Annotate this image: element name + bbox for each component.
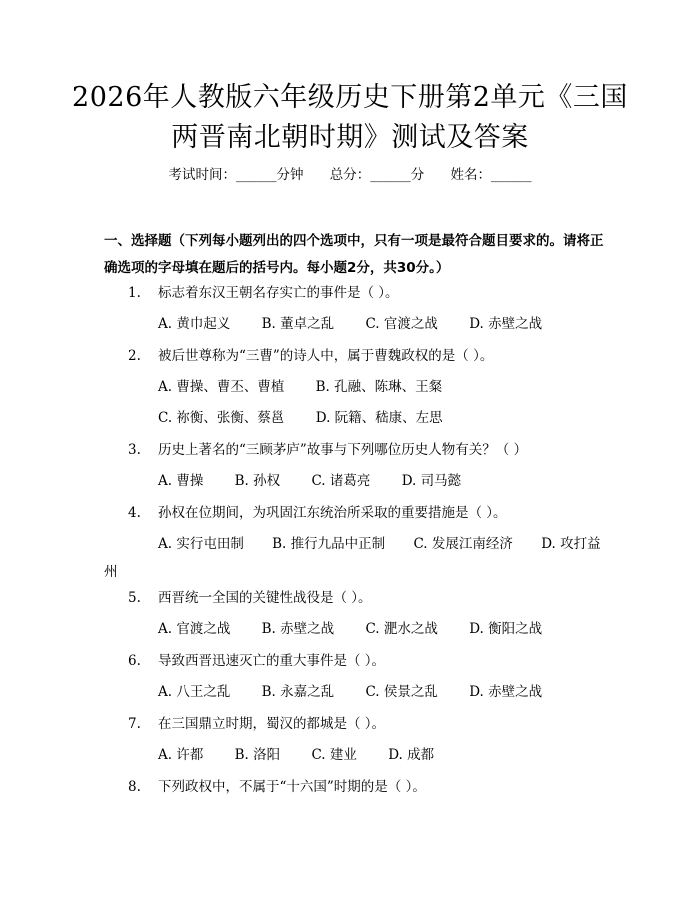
- question-stem: 孙权在位期间，为巩固江东统治所采取的重要措施是（ ）。: [158, 505, 507, 521]
- question-number: 2.: [128, 348, 141, 364]
- question-stem: 西晋统一全国的关键性战役是（ ）。: [158, 590, 372, 606]
- total-score-field: 总分：______分: [329, 167, 425, 183]
- question-stem: 历史上著名的“三顾茅庐”故事与下列哪位历史人物有关？（ ）: [158, 442, 528, 458]
- option-d: D. 赤壁之战: [469, 316, 543, 332]
- option-a: A. 官渡之战: [158, 621, 231, 637]
- option-a: A. 曹操、曹丕、曹植: [158, 379, 285, 395]
- question-stem: 导致西晋迅速灭亡的重大事件是（ ）。: [158, 653, 386, 669]
- option-a: A. 八王之乱: [158, 684, 231, 700]
- exam-time-field: 考试时间：______分钟: [168, 167, 304, 183]
- option-a: A. 实行屯田制: [158, 536, 244, 552]
- question-number: 4.: [128, 505, 141, 521]
- option-b: B. 赤壁之战: [261, 621, 335, 637]
- option-c: C. 侯景之乱: [365, 684, 438, 700]
- question-3-options: [158, 471, 630, 491]
- question-number: 3.: [128, 442, 141, 458]
- question-6-options: [158, 682, 630, 702]
- option-c: C. 官渡之战: [365, 316, 438, 332]
- option-b: B. 董卓之乱: [261, 316, 335, 332]
- question-stem: 下列政权中，不属于“十六国”时期的是（ ）。: [158, 779, 426, 795]
- question-number: 6.: [128, 653, 141, 669]
- section-heading: 一、选择题（下列每小题列出的四个选项中，只有一项是最符合题目要求的。请将正确选项的字母填在题后的括号内。每小题2分，共30分。）: [104, 233, 604, 276]
- option-d: D. 司马懿: [401, 473, 462, 489]
- option-b: B. 孙权: [234, 473, 281, 489]
- option-b: B. 孔融、陈琳、王粲: [315, 379, 443, 395]
- question-2-options-row-2: [158, 408, 630, 428]
- question-number: 5.: [128, 590, 141, 606]
- option-b: B. 推行九品中正制: [272, 536, 386, 552]
- option-c: C. 发展江南经济: [413, 536, 513, 552]
- option-d: D. 成都: [388, 747, 435, 763]
- page-title: 2026年人教版六年级历史下册第2单元《三国两晋南北朝时期》测试及答案: [72, 82, 628, 153]
- question-number: 8.: [128, 779, 141, 795]
- option-c: C. 淝水之战: [365, 621, 438, 637]
- student-name-field: 姓名：______: [450, 167, 532, 183]
- option-b: B. 洛阳: [234, 747, 281, 763]
- option-c: C. 诸葛亮: [311, 473, 371, 489]
- question-5-options: [158, 619, 630, 639]
- option-a: A. 曹操: [158, 473, 204, 489]
- option-d: D. 赤壁之战: [469, 684, 543, 700]
- question-2-options-row-1: [158, 377, 630, 397]
- question-7-options: [158, 745, 630, 765]
- exam-meta: [0, 165, 700, 185]
- option-d: D. 阮籍、嵇康、左思: [315, 410, 443, 426]
- option-c: C. 祢衡、张衡、蔡邕: [158, 410, 285, 426]
- question-number: 1.: [128, 285, 141, 301]
- option-c: C. 建业: [311, 747, 357, 763]
- option-d: D. 衡阳之战: [469, 621, 543, 637]
- question-4-options: [104, 530, 610, 586]
- option-d: D. 攻打益州: [104, 536, 601, 580]
- question-stem: 被后世尊称为“三曹”的诗人中，属于曹魏政权的是（ ）。: [158, 348, 494, 364]
- question-1-options: [158, 314, 630, 334]
- question-stem: 标志着东汉王朝名存实亡的事件是（ ）。: [158, 285, 399, 301]
- option-b: B. 永嘉之乱: [261, 684, 335, 700]
- question-number: 7.: [128, 716, 141, 732]
- option-a: A. 黄巾起义: [158, 316, 231, 332]
- question-stem: 在三国鼎立时期，蜀汉的都城是（ ）。: [158, 716, 386, 732]
- option-a: A. 许都: [158, 747, 204, 763]
